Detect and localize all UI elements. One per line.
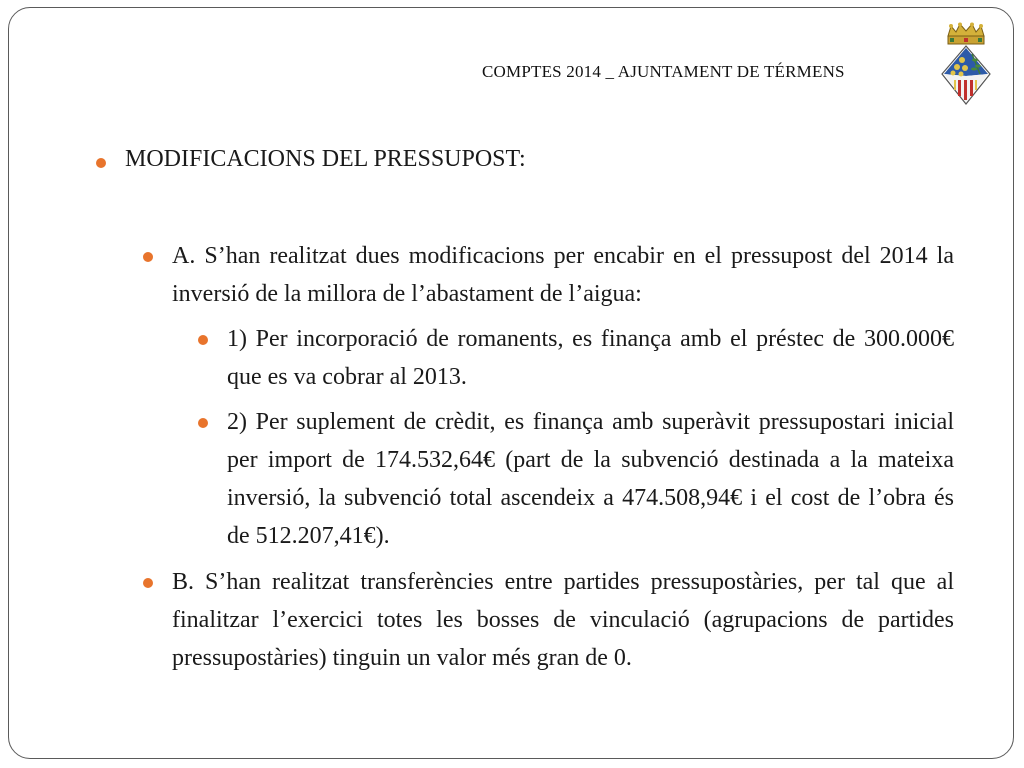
bullet-icon <box>96 158 106 168</box>
header-title: COMPTES 2014 _ AJUNTAMENT DE TÉRMENS <box>482 62 845 81</box>
list-subitem-2: 2) Per suplement de crèdit, es finança amb superàvit pressupostari inicial per import de 174.532,64€ (part de la subvenció destinada a la mateixa inversió, la subvenció total ascendeix a 474.508,94€ i el cost de l’obra és de 512.207,41€). <box>227 409 954 549</box>
bullet-icon <box>143 578 153 588</box>
coat-of-arms-icon <box>940 22 992 106</box>
list-item-a: A. S’han realitzat dues modificacions per encabir en el pressupost del 2014 la inversió de la millora de l’abastament de l’aigua: <box>172 243 954 307</box>
list-item-b: B. S’han realitzat transferències entre partides pressupostàries, per tal que al finalitzar l’exercici totes les bosses de vinculació (agrupacions de partides pressupostàries) tinguin un valor més gran de 0. <box>172 569 954 671</box>
bullet-icon <box>143 252 153 262</box>
bullet-icon <box>198 335 208 345</box>
section-heading: MODIFICACIONS DEL PRESSUPOST: <box>125 146 526 172</box>
bullet-icon <box>198 418 208 428</box>
list-subitem-1: 1) Per incorporació de romanents, es finança amb el préstec de 300.000€ que es va cobrar al 2013. <box>227 326 954 390</box>
crown-icon <box>948 23 984 45</box>
shield-icon <box>942 46 990 104</box>
